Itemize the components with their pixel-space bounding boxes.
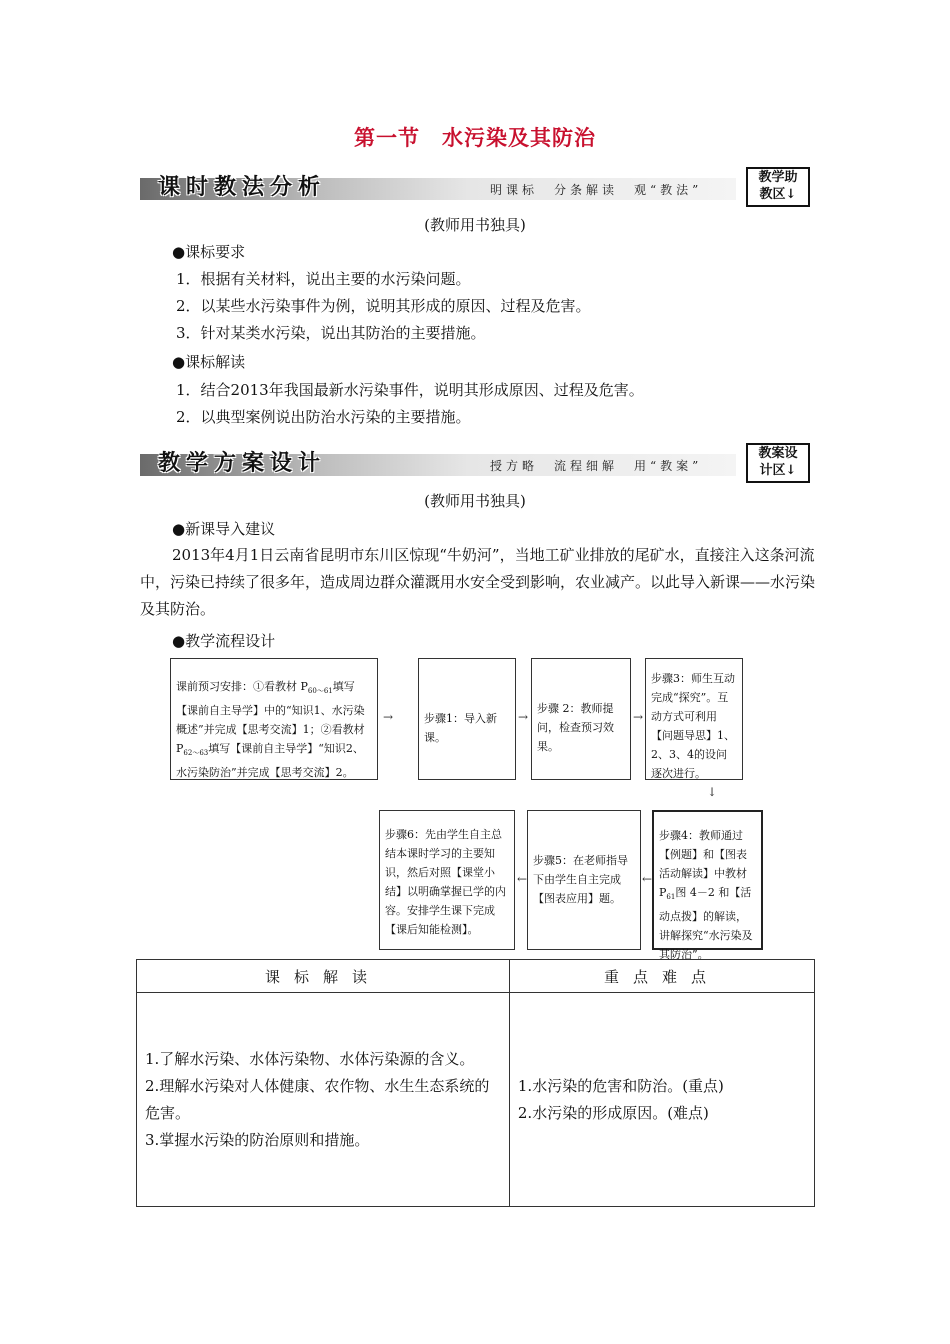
flow-box-step5: 步骤5：在老师指导下由学生自主完成【图表应用】题。 — [527, 810, 641, 950]
banner-heading: 教学方案设计 — [158, 450, 327, 476]
section-banner-lesson-design — [140, 446, 810, 480]
preview-page-range-2: 62～63 — [183, 749, 209, 758]
preview-text-a: 课前预习安排：①看教材 P — [176, 680, 308, 693]
flow-arrow-right: → — [518, 710, 529, 724]
teacher-note: (教师用书独具) — [424, 216, 526, 234]
flow-box-preview — [170, 658, 378, 780]
keypoint-item: 1.水污染的危害和防治。(重点) — [517, 1076, 724, 1095]
table-header-curriculum: 课标解读 — [137, 960, 510, 993]
banner-slogan: 明课标 分条解读 观“教法” — [490, 183, 703, 197]
banner-heading: 课时教法分析 — [158, 174, 327, 200]
heading-curriculum-requirements: ●课标要求 — [172, 243, 246, 261]
step4-page: 61 — [666, 893, 676, 902]
intro-paragraph: 2013年4月1日云南省昆明市东川区惊现“牛奶河”，当地工矿业排放的尾矿水，直接注入这条河流中，污染已持续了很多年，造成周边群众灌溉用水安全受到影响，农业减产。以此导入新课——水污染及其防治。 — [140, 546, 816, 618]
table-header-keypoints: 重点难点 — [509, 960, 814, 993]
interpretation-keypoints-table — [136, 959, 815, 1207]
requirement-item: 2．以某些水污染事件为例，说明其形成的原因、过程及危害。 — [176, 297, 591, 315]
banner-tag[interactable] — [746, 167, 810, 207]
step4-text-a: 步骤4：教师通过【例题】和【图表活动解读】中教材 P — [659, 829, 747, 899]
flow-arrow-right: → — [633, 710, 644, 724]
page-title: 第一节 水污染及其防治 — [354, 125, 596, 150]
step4-text-b: 图 4－2 和【活动点拨】的解读，讲解探究“水污染及其防治”。 — [659, 886, 753, 962]
requirement-item: 3．针对某类水污染，说出其防治的主要措施。 — [176, 324, 486, 342]
table-cell-curriculum — [137, 993, 510, 1207]
banner-tag-line1: 教学助 — [758, 170, 798, 185]
banner-tag-line2: 教区↓ — [759, 187, 797, 202]
requirement-item: 1．根据有关材料，说出主要的水污染问题。 — [176, 270, 471, 288]
teacher-note: (教师用书独具) — [424, 492, 526, 510]
curriculum-item: 1.了解水污染、水体污染物、水体污染源的含义。 — [145, 1049, 475, 1068]
curriculum-item: 2.理解水污染对人体健康、农作物、水生生态系统的危害。 — [145, 1076, 490, 1122]
keypoint-item: 2.水污染的形成原因。(难点) — [517, 1103, 709, 1122]
flow-box-step1: 步骤1：导入新课。 — [418, 658, 516, 780]
interpretation-item: 1．结合2013年我国最新水污染事件，说明其形成原因、过程及危害。 — [176, 381, 644, 399]
preview-text-c: 填写【课前自主导学】“知识2、水污染防治”并完成【思考交流】2。 — [176, 742, 364, 780]
flow-box-step2: 步骤 2：教师提问，检查预习效果。 — [531, 658, 631, 780]
heading-lesson-intro: ●新课导入建议 — [172, 520, 276, 538]
preview-text-b: 填写【课前自主导学】中的“知识1、水污染概述”并完成【思考交流】1；②看教材 P — [176, 680, 365, 756]
preview-page-range-1: 60～61 — [307, 687, 333, 696]
banner-tag[interactable] — [746, 443, 810, 483]
flow-box-step4 — [652, 810, 763, 962]
banner-tag-line2: 计区↓ — [759, 463, 797, 478]
table-cell-keypoints — [509, 993, 814, 1207]
flow-box-step6: 步骤6：先由学生自主总结本课时学习的主要知识，然后对照【课堂小结】以明确掌握已学的内容。安排学生课下完成【课后知能检测】。 — [379, 810, 515, 950]
heading-teaching-flow: ●教学流程设计 — [172, 632, 276, 650]
flow-arrow-right: → — [383, 710, 394, 724]
banner-tag-line1: 教案设 — [758, 446, 798, 461]
interpretation-item: 2．以典型案例说出防治水污染的主要措施。 — [176, 408, 471, 426]
heading-curriculum-interpretation: ●课标解读 — [172, 353, 246, 371]
section-banner-teaching-analysis — [140, 170, 810, 204]
flow-arrow-left: ← — [642, 872, 653, 886]
flow-box-step3: 步骤3：师生互动完成“探究”。互动方式可利用【问题导思】1、2、3、4的设问逐次进行。 — [645, 658, 743, 780]
banner-slogan: 授方略 流程细解 用“教案” — [490, 459, 703, 473]
flow-arrow-down: ↓ — [707, 785, 718, 799]
flow-arrow-left: ← — [517, 872, 528, 886]
curriculum-item: 3.掌握水污染的防治原则和措施。 — [145, 1130, 370, 1149]
